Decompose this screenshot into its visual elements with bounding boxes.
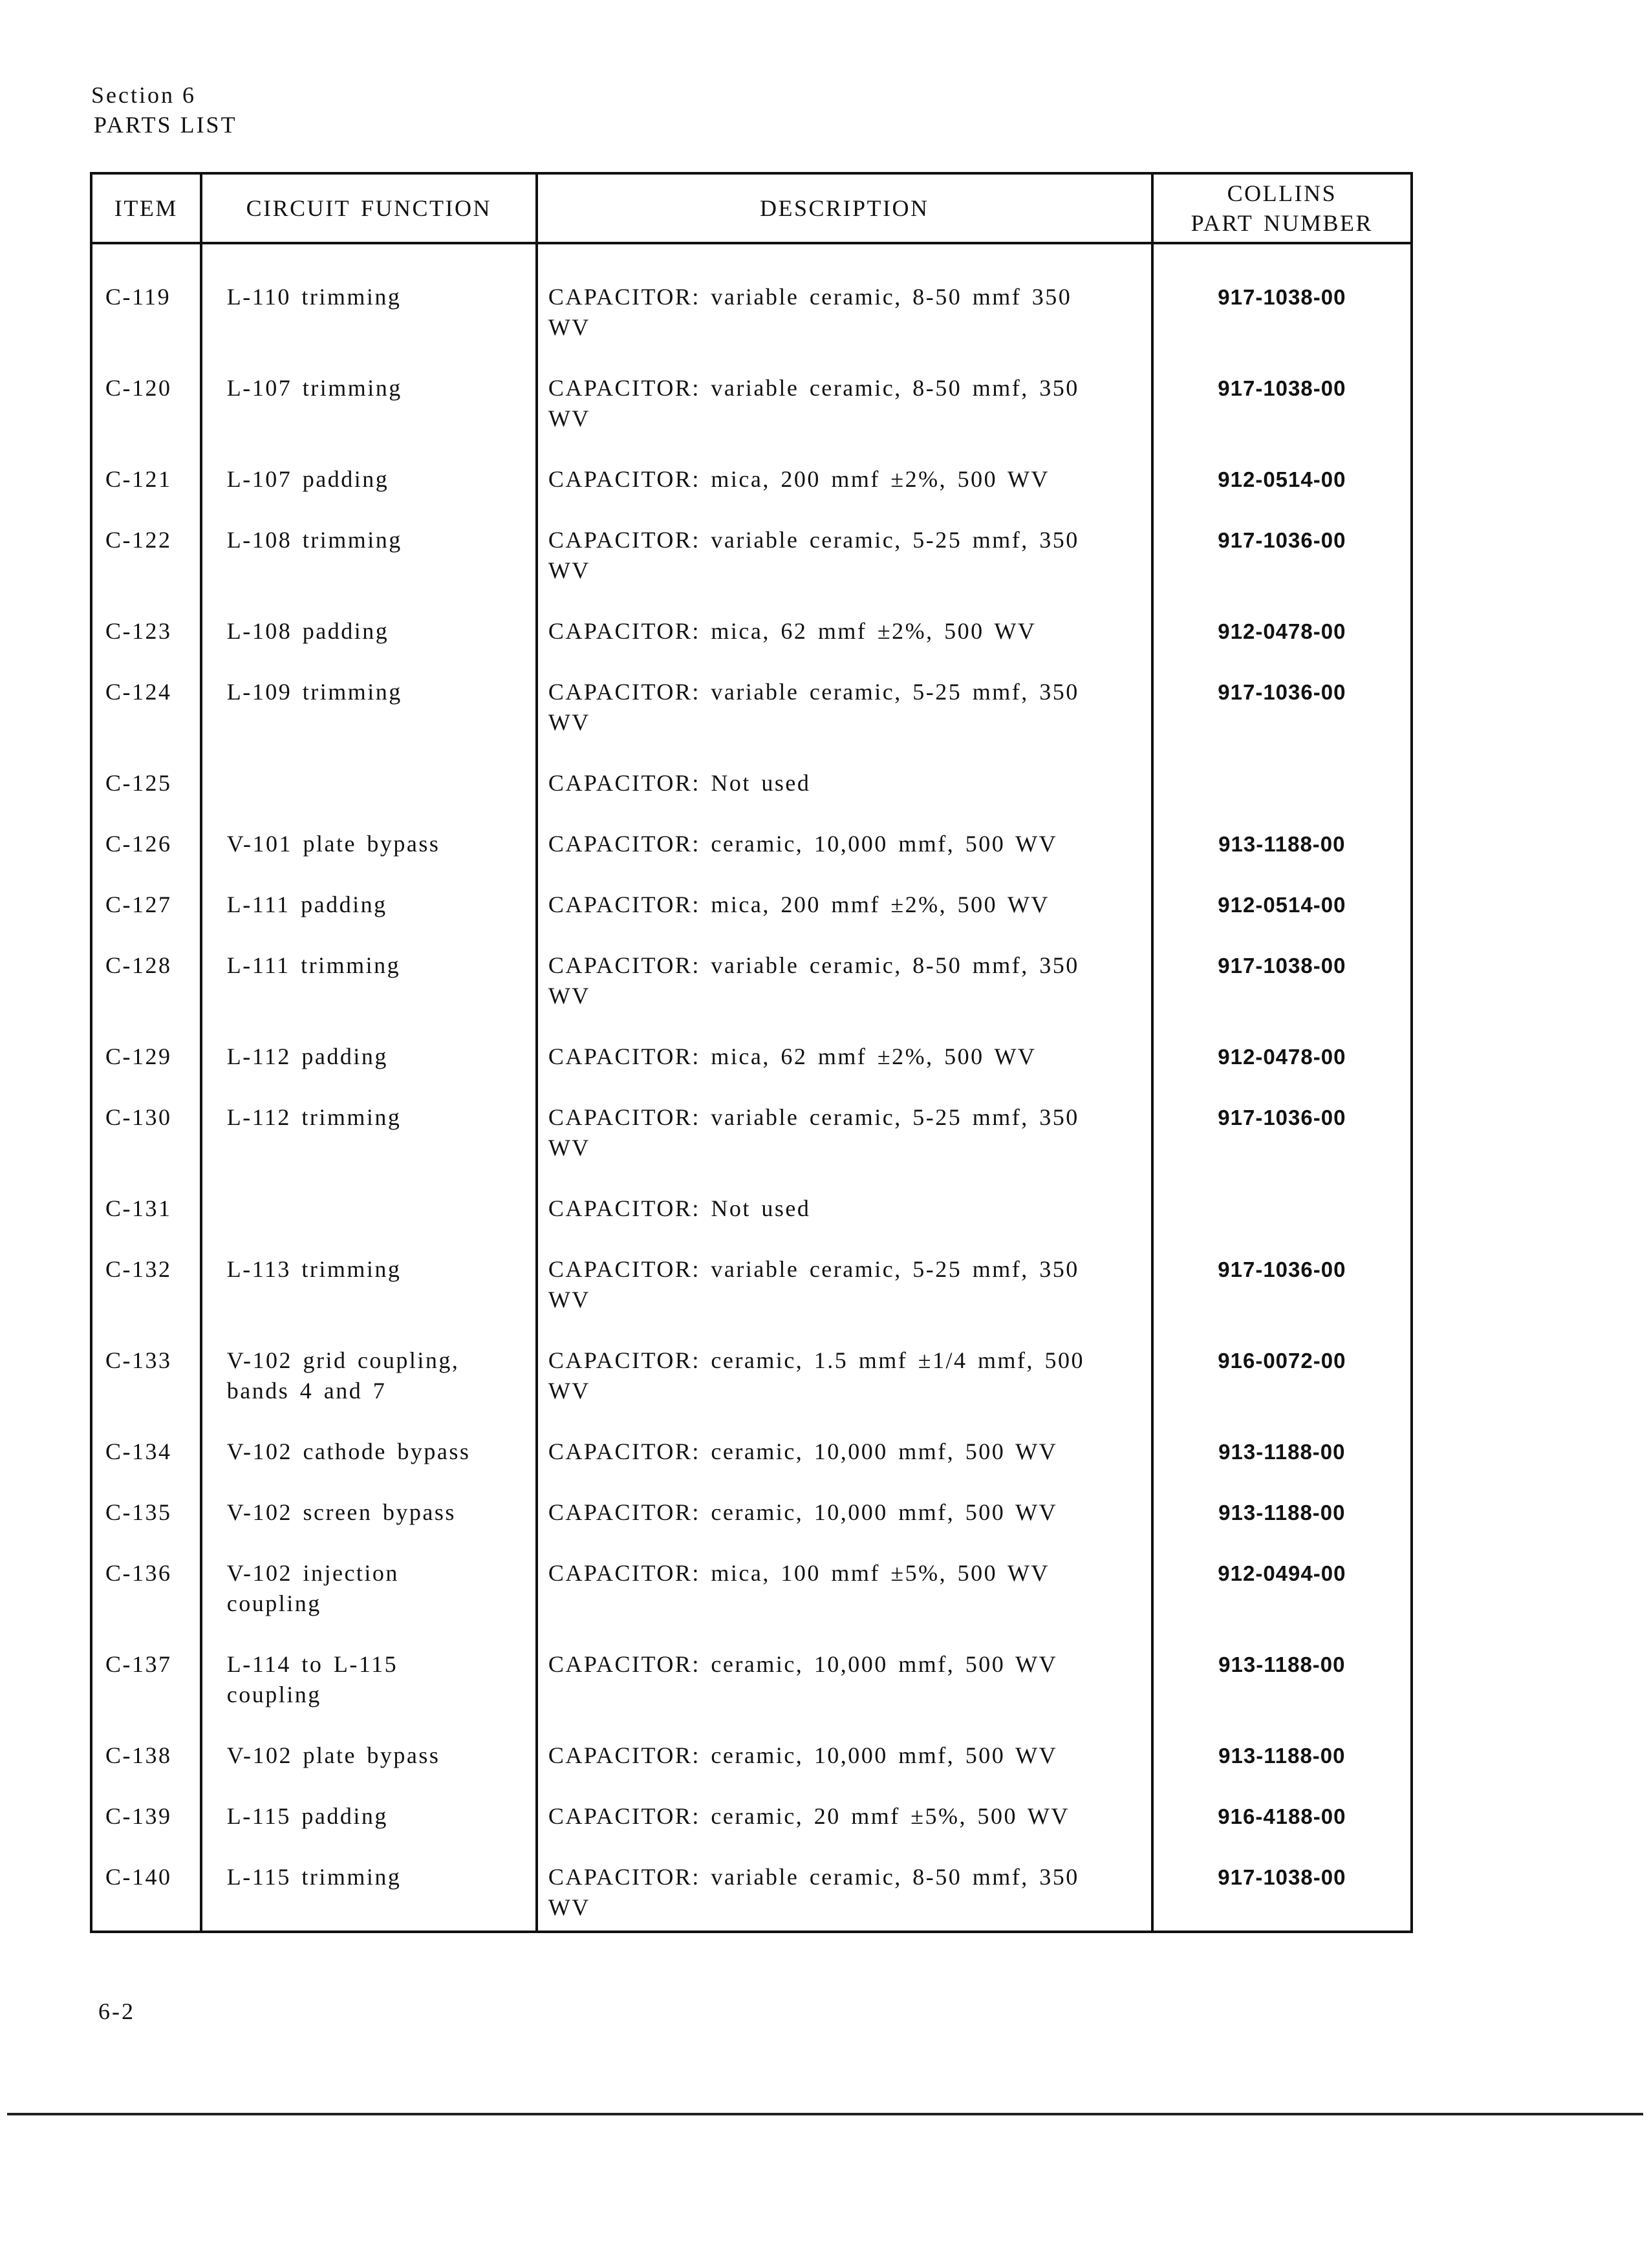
description-cell: CAPACITOR: ceramic, 10,000 mmf, 500 WV	[537, 1497, 1152, 1558]
description-cell: CAPACITOR: ceramic, 1.5 mmf ±1/4 mmf, 500 WV	[537, 1345, 1152, 1437]
part-number-cell: 912-0478-00	[1152, 616, 1412, 677]
table-body	[91, 243, 1412, 1932]
part-number-cell: 916-0072-00	[1152, 1345, 1412, 1437]
description-cell: CAPACITOR: ceramic, 20 mmf ±5%, 500 WV	[537, 1801, 1152, 1862]
circuit-function-cell	[201, 768, 537, 829]
table-row	[91, 1497, 1412, 1558]
circuit-function-cell: L-113 trimming	[201, 1254, 537, 1345]
column-header-description: DESCRIPTION	[537, 173, 1152, 243]
item-cell: C-129	[91, 1042, 201, 1102]
item-cell: C-120	[91, 373, 201, 464]
item-cell: C-128	[91, 950, 201, 1042]
part-number-cell: 916-4188-00	[1152, 1801, 1412, 1862]
circuit-function-cell: L-110 trimming	[201, 243, 537, 373]
item-cell: C-125	[91, 768, 201, 829]
part-number-cell: 917-1038-00	[1152, 373, 1412, 464]
description-cell: CAPACITOR: variable ceramic, 8-50 mmf 350 WV	[537, 243, 1152, 373]
part-number-cell: 913-1188-00	[1152, 1497, 1412, 1558]
item-cell: C-126	[91, 829, 201, 890]
table-row	[91, 1042, 1412, 1102]
description-cell: CAPACITOR: variable ceramic, 5-25 mmf, 350 WV	[537, 1254, 1152, 1345]
table-row	[91, 1862, 1412, 1932]
part-number-cell: 917-1036-00	[1152, 677, 1412, 768]
circuit-function-cell: L-111 trimming	[201, 950, 537, 1042]
item-cell: C-133	[91, 1345, 201, 1437]
section-label: Section 6	[91, 82, 196, 108]
circuit-function-cell	[201, 1193, 537, 1254]
description-cell: CAPACITOR: mica, 62 mmf ±2%, 500 WV	[537, 1042, 1152, 1102]
table-row	[91, 1649, 1412, 1740]
description-cell: CAPACITOR: variable ceramic, 5-25 mmf, 350 WV	[537, 677, 1152, 768]
circuit-function-cell: V-101 plate bypass	[201, 829, 537, 890]
circuit-function-cell: L-107 trimming	[201, 373, 537, 464]
column-header-part-number: COLLINS PART NUMBER	[1152, 173, 1412, 243]
table-row	[91, 1801, 1412, 1862]
item-cell: C-134	[91, 1437, 201, 1497]
table-row	[91, 1102, 1412, 1193]
description-cell: CAPACITOR: mica, 200 mmf ±2%, 500 WV	[537, 890, 1152, 950]
item-cell: C-138	[91, 1740, 201, 1801]
description-cell: CAPACITOR: ceramic, 10,000 mmf, 500 WV	[537, 1649, 1152, 1740]
description-cell: CAPACITOR: variable ceramic, 5-25 mmf, 350 WV	[537, 1102, 1152, 1193]
item-cell: C-123	[91, 616, 201, 677]
circuit-function-cell: L-107 padding	[201, 464, 537, 525]
table-row	[91, 1558, 1412, 1649]
table-row	[91, 950, 1412, 1042]
item-cell: C-127	[91, 890, 201, 950]
table-row	[91, 464, 1412, 525]
part-number-cell: 913-1188-00	[1152, 1649, 1412, 1740]
description-cell: CAPACITOR: mica, 100 mmf ±5%, 500 WV	[537, 1558, 1152, 1649]
description-cell: CAPACITOR: ceramic, 10,000 mmf, 500 WV	[537, 829, 1152, 890]
item-cell: C-140	[91, 1862, 201, 1932]
description-cell: CAPACITOR: Not used	[537, 768, 1152, 829]
description-cell: CAPACITOR: Not used	[537, 1193, 1152, 1254]
part-number-cell: 912-0514-00	[1152, 464, 1412, 525]
table-row	[91, 616, 1412, 677]
table-header-row	[91, 173, 1412, 243]
circuit-function-cell: V-102 injection coupling	[201, 1558, 537, 1649]
description-cell: CAPACITOR: variable ceramic, 8-50 mmf, 350 WV	[537, 373, 1152, 464]
part-number-cell: 917-1036-00	[1152, 1102, 1412, 1193]
table-row	[91, 1254, 1412, 1345]
part-number-cell: 917-1038-00	[1152, 1862, 1412, 1932]
part-number-cell: 917-1038-00	[1152, 243, 1412, 373]
part-number-cell: 912-0514-00	[1152, 890, 1412, 950]
item-cell: C-136	[91, 1558, 201, 1649]
item-cell: C-135	[91, 1497, 201, 1558]
table-row	[91, 890, 1412, 950]
description-cell: CAPACITOR: mica, 200 mmf ±2%, 500 WV	[537, 464, 1152, 525]
parts-list-table	[90, 172, 1413, 1933]
circuit-function-cell: L-115 padding	[201, 1801, 537, 1862]
table-row	[91, 768, 1412, 829]
item-cell: C-121	[91, 464, 201, 525]
description-cell: CAPACITOR: mica, 62 mmf ±2%, 500 WV	[537, 616, 1152, 677]
description-cell: CAPACITOR: variable ceramic, 5-25 mmf, 350 WV	[537, 525, 1152, 616]
part-number-cell: 912-0494-00	[1152, 1558, 1412, 1649]
part-number-cell: 912-0478-00	[1152, 1042, 1412, 1102]
table-row	[91, 677, 1412, 768]
column-header-circuit-function: CIRCUIT FUNCTION	[201, 173, 537, 243]
circuit-function-cell: V-102 grid coupling, bands 4 and 7	[201, 1345, 537, 1437]
part-number-cell: 917-1036-00	[1152, 525, 1412, 616]
part-number-cell: 917-1038-00	[1152, 950, 1412, 1042]
item-cell: C-131	[91, 1193, 201, 1254]
item-cell: C-124	[91, 677, 201, 768]
part-number-cell: 913-1188-00	[1152, 829, 1412, 890]
item-cell: C-137	[91, 1649, 201, 1740]
circuit-function-cell: L-108 trimming	[201, 525, 537, 616]
table-row	[91, 525, 1412, 616]
circuit-function-cell: L-112 trimming	[201, 1102, 537, 1193]
circuit-function-cell: V-102 cathode bypass	[201, 1437, 537, 1497]
circuit-function-cell: L-115 trimming	[201, 1862, 537, 1932]
table-row	[91, 1345, 1412, 1437]
page-title: PARTS LIST	[94, 112, 237, 138]
part-number-cell: 913-1188-00	[1152, 1437, 1412, 1497]
page-number: 6-2	[98, 1998, 135, 2024]
part-number-cell: 913-1188-00	[1152, 1740, 1412, 1801]
circuit-function-cell: V-102 screen bypass	[201, 1497, 537, 1558]
footer-rule	[7, 2113, 1643, 2115]
description-cell: CAPACITOR: ceramic, 10,000 mmf, 500 WV	[537, 1437, 1152, 1497]
column-header-item: ITEM	[91, 173, 201, 243]
table-row	[91, 1193, 1412, 1254]
circuit-function-cell: L-114 to L-115 coupling	[201, 1649, 537, 1740]
table-row	[91, 1437, 1412, 1497]
part-number-cell: 917-1036-00	[1152, 1254, 1412, 1345]
description-cell: CAPACITOR: ceramic, 10,000 mmf, 500 WV	[537, 1740, 1152, 1801]
circuit-function-cell: L-112 padding	[201, 1042, 537, 1102]
item-cell: C-130	[91, 1102, 201, 1193]
item-cell: C-139	[91, 1801, 201, 1862]
circuit-function-cell: L-109 trimming	[201, 677, 537, 768]
description-cell: CAPACITOR: variable ceramic, 8-50 mmf, 350 WV	[537, 950, 1152, 1042]
table-row	[91, 373, 1412, 464]
item-cell: C-122	[91, 525, 201, 616]
circuit-function-cell: V-102 plate bypass	[201, 1740, 537, 1801]
item-cell: C-119	[91, 243, 201, 373]
description-cell: CAPACITOR: variable ceramic, 8-50 mmf, 350 WV	[537, 1862, 1152, 1932]
part-number-cell	[1152, 768, 1412, 829]
table-row	[91, 1740, 1412, 1801]
part-number-cell	[1152, 1193, 1412, 1254]
circuit-function-cell: L-108 padding	[201, 616, 537, 677]
circuit-function-cell: L-111 padding	[201, 890, 537, 950]
item-cell: C-132	[91, 1254, 201, 1345]
table-row	[91, 829, 1412, 890]
table-row	[91, 243, 1412, 373]
